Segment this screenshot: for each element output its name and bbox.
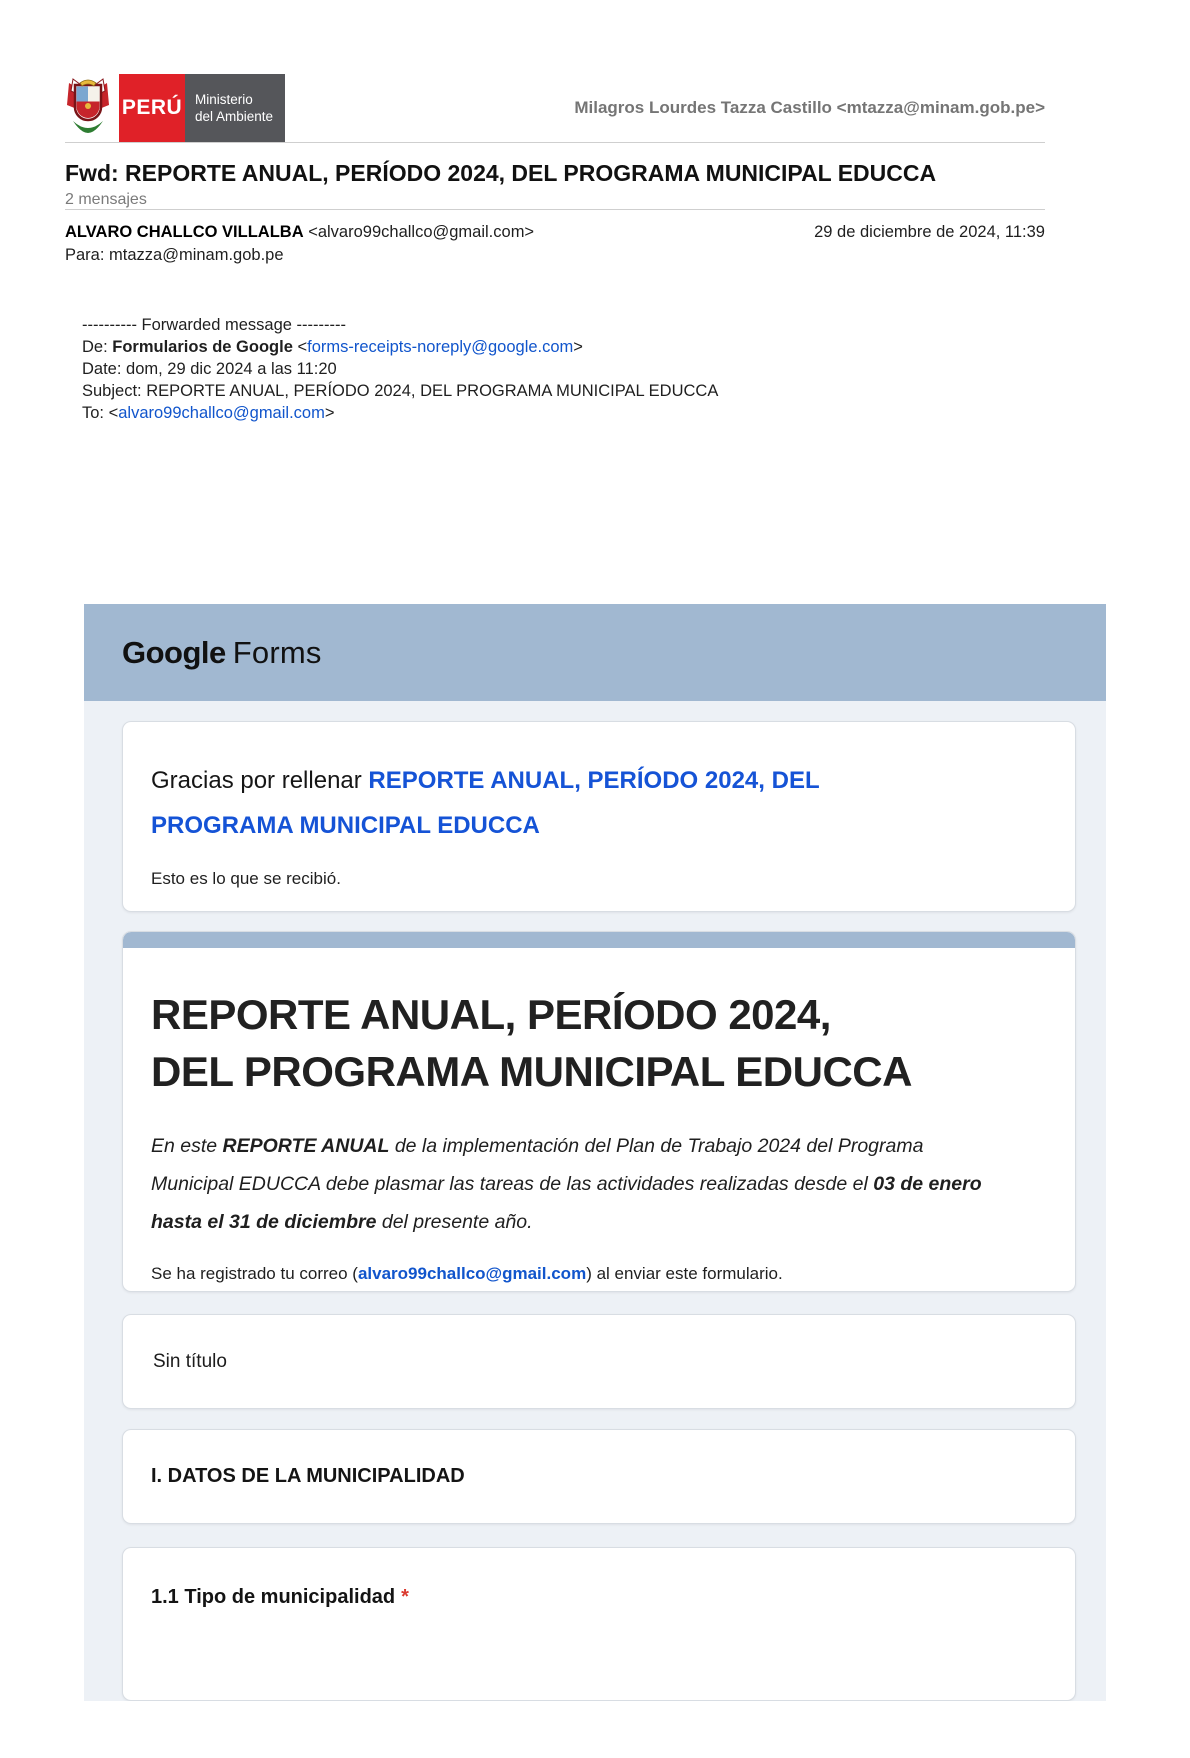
question1-card [122,1547,1076,1701]
to-close: > [324,404,335,422]
ministry-line2: del Ambiente [195,109,274,124]
ministry-line1: Ministerio [195,92,253,107]
registered-pre: Se ha registrado tu correo ( [151,1264,358,1283]
forwarded-divider: ---------- Forwarded message --------- [82,316,346,334]
sender-name: ALVARO CHALLCO VILLALBA [65,223,304,241]
question1-label: 1.1 Tipo de municipalidad [151,1586,396,1608]
minam-logo [65,74,285,142]
registered-email-link[interactable]: alvaro99challco@gmail.com [357,1264,587,1283]
divider-message [65,209,1045,210]
thanks-prefix: Gracias por rellenar [151,767,369,794]
from-email-link[interactable]: forms-receipts-noreply@google.com [307,338,574,356]
forwarded-subject-line: Subject: REPORTE ANUAL, PERÍODO 2024, DEL PROGRAMA MUNICIPAL EDUCCA [82,382,719,400]
registered-post: ) al enviar este formulario. [586,1264,783,1283]
forms-wordmark: Forms [232,634,322,670]
from-label: De: [82,338,113,356]
required-asterisk: * [401,1586,409,1608]
form-description [151,1127,1001,1241]
desc-part2: de la implementación del Plan de Trabajo 2024 del Programa Municipal EDUCCA debe plasmar las tareas de las actividades realizadas desde el [151,1135,924,1195]
desc-bold1: REPORTE ANUAL [222,1135,390,1157]
thanks-text [151,758,961,848]
from-open: < [292,338,308,356]
desc-part3: del presente año. [376,1211,533,1233]
desc-part1: En este [151,1135,223,1157]
section1-title: I. DATOS DE LA MUNICIPALIDAD [151,1465,465,1487]
sender-line [65,221,534,243]
untitled-section-label: Sin título [153,1350,227,1372]
message-to-line: Para: mtazza@minam.gob.pe [65,246,284,264]
thanks-card [122,721,1076,912]
form-body-card [122,931,1076,1292]
peru-flag-badge [119,74,185,142]
from-close: > [573,338,583,356]
sender-email: <alvaro99challco@gmail.com> [303,223,535,241]
google-forms-receipt [84,604,1106,1701]
google-forms-band [84,604,1106,701]
google-wordmark: Google [122,634,226,670]
message-count: 2 mensajes [65,191,147,208]
peru-coat-of-arms-icon [65,75,111,141]
from-name: Formularios de Google [112,338,293,356]
thread-subject: Fwd: REPORTE ANUAL, PERÍODO 2024, DEL PROGRAMA MUNICIPAL EDUCCA [65,160,937,186]
form-title-line1: REPORTE ANUAL, PERÍODO 2024, [151,991,831,1038]
form-title [151,986,1045,1100]
forwarded-to-line [82,402,1190,424]
received-note: Esto es lo que se recibió. [151,869,341,888]
forwarded-from-line [82,336,1190,358]
ministry-badge [185,74,285,142]
peru-label: PERÚ [121,96,183,119]
untitled-section-card [122,1314,1076,1409]
to-email-link[interactable]: alvaro99challco@gmail.com [118,404,325,422]
forwarded-date-line: Date: dom, 29 dic 2024 a las 11:20 [82,360,337,378]
divider-top [65,142,1045,143]
to-label: To: < [82,404,119,422]
registered-email-note [151,1264,1045,1284]
email-print-header [65,74,1045,266]
section1-card [122,1429,1076,1524]
google-forms-logo [122,635,322,671]
form-header-strip [123,932,1075,948]
message-date: 29 de diciembre de 2024, 11:39 [814,223,1045,241]
message-header-row [65,221,1045,243]
account-owner: Milagros Lourdes Tazza Castillo <mtazza@minam.gob.pe> [574,98,1045,117]
form-title-line2: DEL PROGRAMA MUNICIPAL EDUCCA [151,1048,912,1095]
forwarded-message-block [82,314,1190,424]
desc-bold2: 03 de enero hasta el 31 de diciembre [151,1173,982,1233]
form-title-link[interactable]: REPORTE ANUAL, PERÍODO 2024, DEL PROGRAMA MUNICIPAL EDUCCA [151,767,820,839]
